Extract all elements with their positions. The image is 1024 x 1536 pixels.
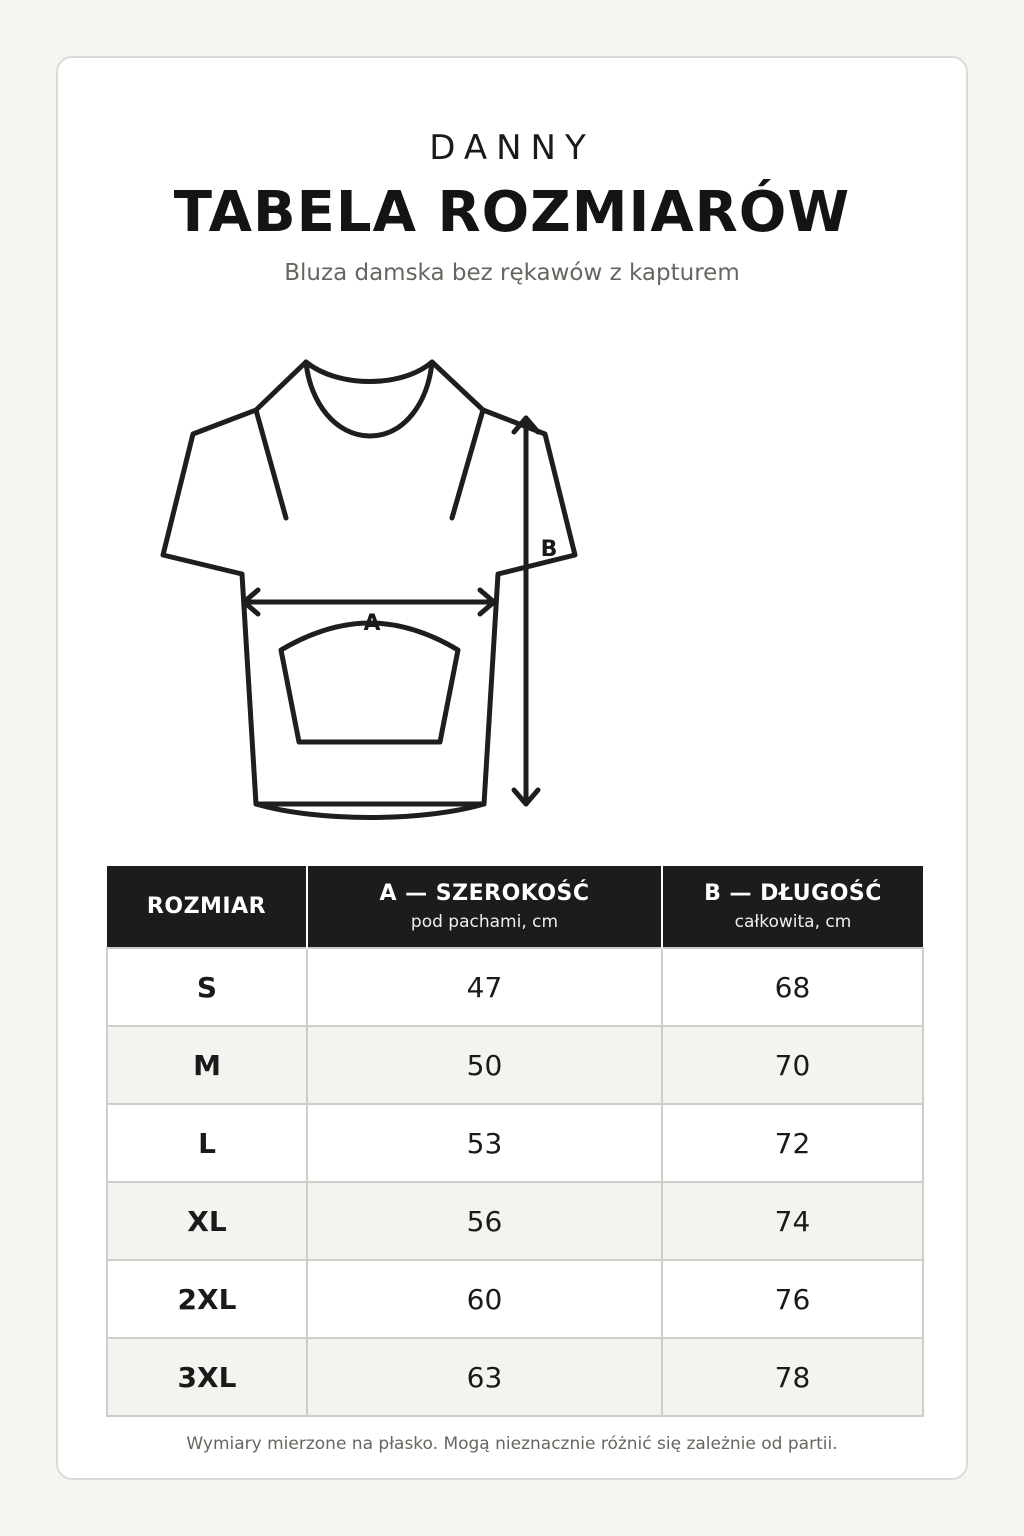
table-header-row [107, 866, 923, 948]
width-cell: 60 [307, 1260, 662, 1338]
width-cell: 50 [307, 1026, 662, 1104]
width-cell: 56 [307, 1182, 662, 1260]
size-cell: M [107, 1026, 307, 1104]
label-a: A [363, 611, 381, 636]
label-b: B [540, 537, 558, 562]
header-size-label: ROZMIAR [146, 894, 267, 919]
header-size [107, 866, 307, 948]
header-length-sublabel: całkowita, cm [734, 912, 852, 932]
header-width-sublabel: pod pachami, cm [410, 912, 559, 932]
header-length [662, 866, 923, 948]
brand-name: DANNY [429, 128, 595, 168]
size-table [106, 866, 924, 1417]
header-width [307, 866, 662, 948]
length-cell: 76 [662, 1260, 923, 1338]
size-chart-card [56, 56, 968, 1480]
length-cell: 72 [662, 1104, 923, 1182]
width-cell: 47 [307, 948, 662, 1026]
size-cell: S [107, 948, 307, 1026]
hoodie-outline-icon [158, 354, 638, 834]
table-row [107, 1104, 923, 1182]
size-cell: XL [107, 1182, 307, 1260]
table-row [107, 948, 923, 1026]
size-cell: 3XL [107, 1338, 307, 1416]
table-row [107, 1026, 923, 1104]
size-cell: 2XL [107, 1260, 307, 1338]
page-title: TABELA ROZMIARÓW [173, 180, 851, 245]
table-row [107, 1182, 923, 1260]
footnote: Wymiary mierzone na płasko. Mogą nieznacznie różnić się zależnie od partii. [186, 1434, 838, 1454]
length-cell: 68 [662, 948, 923, 1026]
width-cell: 63 [307, 1338, 662, 1416]
header-width-label: A — SZEROKOŚĆ [379, 881, 590, 906]
header-length-label: B — DŁUGOŚĆ [704, 881, 882, 906]
length-cell: 78 [662, 1338, 923, 1416]
length-cell: 70 [662, 1026, 923, 1104]
table-row [107, 1260, 923, 1338]
width-cell: 53 [307, 1104, 662, 1182]
garment-diagram [158, 354, 638, 834]
size-cell: L [107, 1104, 307, 1182]
product-subtitle: Bluza damska bez rękawów z kapturem [284, 260, 740, 286]
length-cell: 74 [662, 1182, 923, 1260]
table-row [107, 1338, 923, 1416]
